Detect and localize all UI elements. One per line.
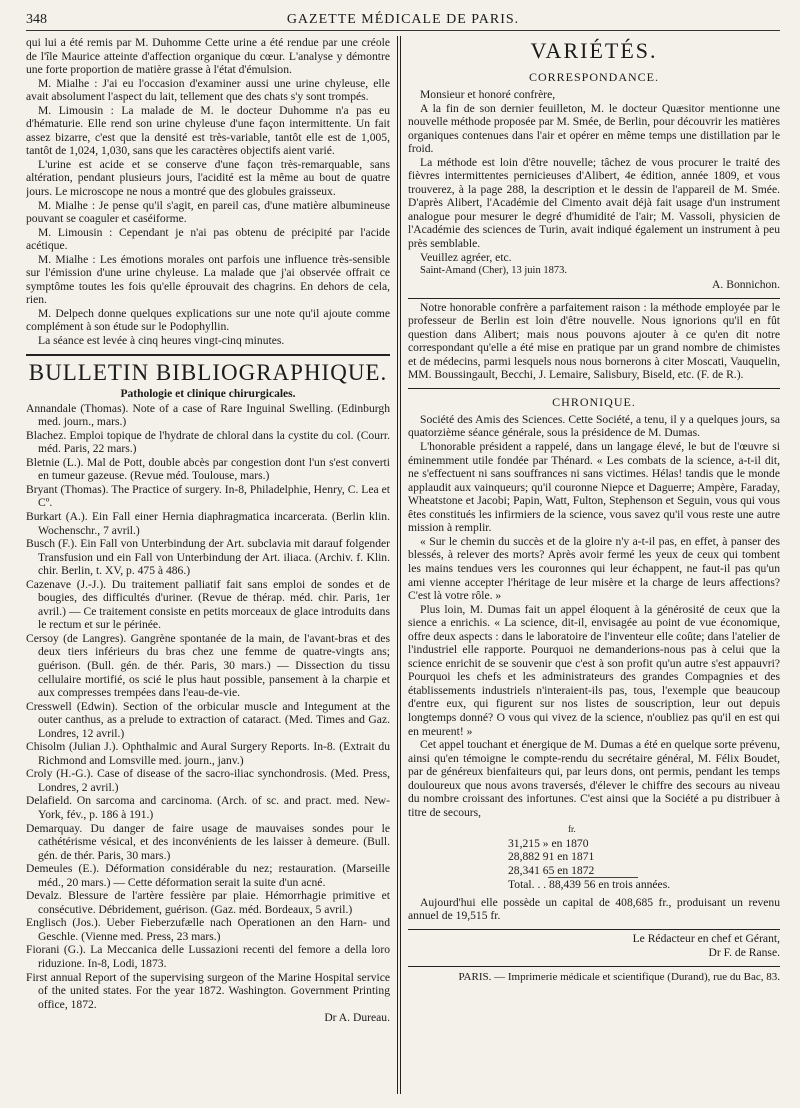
- session-paragraph: M. Limousin : Cependant je n'ai pas obtenu de précipité par l'acide acétique.: [26, 225, 390, 253]
- letter-salutation: Monsieur et honoré confrère,: [420, 88, 556, 101]
- divider: [408, 929, 780, 930]
- bib-entry: Fiorani (G.). La Meccanica delle Lussazioni recenti del femore a della loro riduzione. In-8, Lodi, 1873.: [26, 943, 390, 970]
- funds-total: Total. . . 88,439 56 en trois années.: [508, 878, 671, 892]
- funds-row: 28,882 91 en 1871: [508, 850, 595, 864]
- bib-entry: Cersoy (de Langres). Gangrène spontanée de la main, de l'avant-bras et des deux tiers inférieurs du bras chez une femme de quatre-vingts ans; guérison. (Bull. gén. de thér. Paris, 30 mars.) — Dissection du tissu cellulaire mortifié, os scié le plus haut possible, pansement à la charpie et aux compresses trempées dans l'eau-de-vie.: [26, 631, 390, 700]
- divider: [408, 388, 780, 389]
- bib-entry: Croly (H.-G.). Case of disease of the sacro-iliac synchondrosis. (Med. Press, Londres, 2 avril.): [26, 767, 390, 794]
- funds-row: 28,341 65 en 1872: [508, 863, 595, 877]
- right-column: [408, 36, 780, 1100]
- bib-entry: Cazenave (J.-J.). Du traitement palliatif fait sans emploi de sondes et de bougies, des difficultés d'uriner. (Revue de thérap. méd. chir. Paris, 1er avril.) — Ce traitement consiste en petits morceaux de glace introduits dans le rectum et sur le périnée.: [26, 577, 390, 632]
- letter-paragraph: A la fin de son dernier feuilleton, M. le docteur Quæsitor mentionne une nouvelle méthode proposée par M. Smée, de Berlin, pour découvrir les matières organiques contenues dans l'air et opérer en même temps une distillation par le froid.: [408, 101, 780, 156]
- correspondance-heading: CORRESPONDANCE.: [528, 70, 660, 84]
- running-header: [26, 8, 780, 31]
- letter-closing: Veuillez agréer, etc.: [420, 250, 512, 264]
- bib-entry: Burkart (A.). Ein Fall einer Hernia diaphragmatica incarcerata. (Berlin klin. Wochenschr., 7 avril.): [26, 509, 390, 537]
- bib-entry: Bryant (Thomas). The Practice of surgery. In-8, Philadelphie, Henry, C. Lea et Cº.: [26, 482, 390, 510]
- editor-title: Le Rédacteur en chef et Gérant,: [632, 931, 780, 945]
- session-paragraph: M. Limousin : La malade de M. le docteur Duhomme n'a pas eu d'hématurie. Elle rend son urine chyleuse d'une façon intermittente. Un fait assez bizarre, c'est que la densité est très-variable, tantôt elle est de 1,005, tantôt de 1,024, 1,030, sans que les caractères objectifs aient varié.: [26, 103, 390, 158]
- two-column-body: [26, 36, 780, 1100]
- chronique-paragraph: Plus loin, M. Dumas fait un appel éloquent à la générosité de ceux que la sience a enrichis. « La science, dit-il, envisagée au point de vue économique, offre deux aspects : dans le laboratoire de l'inventeur elle coûte; dans l'atelier de l'industriel elle rapporte. Pourquoi ne demanderions-nous pas à celui que la science enrichit de se souvenir que c'est à son profit qu'un autre s'est appauvri? Pourquoi les chefs et les administrateurs des grandes Compagnies et des établissements industriels n'interaient-ils pas, tous, l'exemple que beaucoup d'entre eux, qui figurent sur nos listes de souscription, leur out depuis longtemps donné? O vous qui vivez de la science, n'oubliez pas qu'il en est qui en meurent! »: [408, 602, 780, 738]
- divider: [408, 298, 780, 299]
- letter-paragraph: La méthode est loin d'être nouvelle; tâchez de vous procurer le traité des fièvres intermittentes pernicieuses d'Alibert, 4e édition, année 1809, et vous trouverez, à la page 288, la description et le dessin de l'appareil de M. Smée. D'après Alibert, l'Académie del Cimento avait déjà fait usage d'un instrument analogue pour mesurer le degré d'humidité de l'air; M. Vassoli, physicien de l'Académie des sciences de Turin, avait indiqué également un instrument à peu près semblable.: [408, 155, 780, 251]
- bib-entry: Busch (F.). Ein Fall von Unterbindung der Art. subclavia mit darauf folgender Transfusion und ein Fall von Unterbindung der Art. iliaca. (Archiv. f. Klin. chir. Berlin, t. XV, p. 475 à 486.): [26, 537, 390, 578]
- session-paragraph: M. Mialhe : Les émotions morales ont parfois une influence très-sensible sur l'émission d'une urine chyleuse. La malade que j'ai observée offrait ce symptôme toutes les fois qu'elle éprouvait des chagrins. En dehors de cela, rien.: [26, 252, 390, 307]
- session-paragraph: La séance est levée à cinq heures vingt-cinq minutes.: [38, 334, 285, 348]
- closing-paragraph: Aujourd'hui elle possède un capital de 408,685 fr., produisant un revenu annuel de 19,515 fr.: [408, 895, 780, 923]
- chronique-heading: CHRONIQUE.: [552, 394, 636, 409]
- newspaper-page: [26, 8, 780, 1100]
- bib-entry: Delafield. On sarcoma and carcinoma. (Arch. of sc. and pract. med. New-York, fév., p. 186 à 191.): [26, 794, 390, 821]
- chronique-paragraph: L'honorable président a rappelé, dans un langage élevé, le but de l'œuvre si éminemment utile fondée par Thénard. « Les combats de la science, a-t-il dit, ne s'effectuent ni sans souffrances ni sans victimes. Hélas! tandis que le monde applaudit aux vainqueurs; qu'il couronne Niepce et Daguerre; Ampère, Faraday, Wheatstone et Jacobi; Papin, Watt, Fulton, Stephenson et Seguin, vous qui vous êtes constitués les infirmiers de la science, vous savez qu'il vous reste une autre mission à remplir.: [408, 440, 780, 535]
- session-paragraph: qui lui a été remis par M. Duhomme Cette urine a été rendue par une créole de l'île Maurice atteinte d'affection organique du cœur. L'analyse y démontre une forte proportion de matière grasse à l'état d'émulsion.: [26, 36, 390, 77]
- chronique-paragraph: « Sur le chemin du succès et de la gloire n'y a-t-il pas, en effet, à panser des blessés, à relever des morts? Après avoir fermé les yeux de ceux qui tombent les mains tendues vers les couronnes qui leur échappent, ne faut-il pas qu'un ami vienne accepter l'héritage de leur misère et la charge de leurs affections? C'est là votre rôle. »: [408, 534, 780, 603]
- bib-entry: Devalz. Blessure de l'artère fessière par plaie. Hémorrhagie primitive et consécutive. Débridement, guérison. (Gaz. méd. Bordeaux, 5 avril.): [26, 889, 390, 916]
- bib-entry: Englisch (Jos.). Ueber Fieberzufælle nach Operationen an den Harn- und Geschle. (Vienne med. Press, 23 mars.): [26, 916, 390, 943]
- bib-entry: Bletnie (L.). Mal de Pott, double abcès par congestion dont l'un s'est converti en tumeur gazeuse. (Revue méd. Toulouse, mars.): [26, 455, 390, 483]
- bib-entry: First annual Report of the supervising surgeon of the Marine Hospital service of the united states. For the year 1872. Washington. Government Printing office, 1872.: [26, 970, 390, 1011]
- editor-note: Notre honorable confrère a parfaitement raison : la méthode employée par le professeur de Berlin est loin d'être nouvelle. Nous ignorions qu'il en fût question dans Alibert; mais nous pouvons ajouter à ce qu'en dit notre correspondant qu'elle a été mise en pratique par un grand nombre de chimistes et de médecins, parmi lesquels nous nous bornerons à citer Moscati, Vauquelin, MM. Boussingault, Becchi, J. Lemaire, Salisbury, Biseld, etc. (F. de R.).: [408, 300, 780, 382]
- session-paragraph: M. Mialhe : J'ai eu l'occasion d'examiner aussi une urine chyleuse, elle avait absolument l'aspect du lait, tellement que des chats s'y sont trompés.: [26, 76, 390, 104]
- bib-entry: Demarquay. Du danger de faire usage de mauvaises sondes pour le cathétérisme vésical, et des inconvénients de les laisser à demeure. (Bull. gén. de thér. Paris, 30 mars.): [26, 821, 390, 862]
- bib-entry: Blachez. Emploi topique de l'hydrate de chloral dans la cystite du col. (Courr. méd. Paris, 22 mars.): [26, 428, 390, 456]
- bib-entry: Chisolm (Julian J.). Ophthalmic and Aural Surgery Reports. In-8. (Extrait du Richmond and Lomsville med. journ., janv.): [26, 740, 390, 767]
- chronique-paragraph: Société des Amis des Sciences. Cette Société, a tenu, il y a quelques jours, sa quatorzième séance générale, sous la présidence de M. Dumas.: [408, 412, 780, 440]
- printer-colophon: PARIS. — Imprimerie médicale et scientifique (Durand), rue du Bac, 83.: [408, 966, 780, 983]
- letter-place-date: Saint-Amand (Cher), 13 juin 1873.: [420, 265, 567, 277]
- varietes-heading: VARIÉTÉS.: [530, 38, 658, 63]
- bib-entry: Demeules (E.). Déformation considérable du nez; restauration. (Marseille méd., 20 mars.) — Cette déformation serait la suite d'un acné.: [26, 862, 390, 889]
- chronique-paragraph: Cet appel touchant et énergique de M. Dumas a été en quelque sorte prévenu, ainsi qu'en témoigne le compte-rendu du secrétaire général, M. Félix Boudet, par de généreux bienfaiteurs qui, par leurs dons, ont permis, pendant les temps douloureux que nous avons traversés, d'élever le chiffre des secours au niveau du nombre croissant des infortunes. C'est ainsi que la Société a pu distribuer à titre de secours,: [408, 738, 780, 819]
- funds-unit: fr.: [568, 824, 576, 835]
- bulletin-signature: Dr A. Dureau.: [324, 1011, 390, 1025]
- session-paragraph: M. Delpech donne quelques explications sur une note qu'il ajoute comme complément à son étude sur le Podophyllin.: [26, 306, 390, 334]
- column-rule-inner: [400, 36, 401, 1094]
- page-number: 348: [26, 12, 47, 27]
- funds-table: [508, 823, 780, 892]
- session-paragraph: L'urine est acide et se conserve d'une façon très-remarquable, sans altération, pendant plusieurs jours, l'acidité est la même au bout de quatre jours. Le microscope ne nous a montré que des globules graisseux.: [26, 157, 390, 199]
- bulletin-heading: BULLETIN BIBLIOGRAPHIQUE.: [26, 354, 390, 386]
- column-rule: [397, 36, 398, 1094]
- bibliography-list: [26, 402, 390, 1012]
- bib-entry: Annandale (Thomas). Note of a case of Rare Inguinal Swelling. (Edinburgh med. journ., mars.): [26, 401, 390, 429]
- letter-signature: A. Bonnichon.: [712, 277, 780, 291]
- session-paragraph: M. Mialhe : Je pense qu'il s'agit, en pareil cas, d'une matière albumineuse pouvant se coaguler et caséiforme.: [26, 198, 390, 226]
- bulletin-subheading: Pathologie et clinique chirurgicales.: [120, 387, 296, 400]
- editor-name: Dr F. de Ranse.: [708, 945, 780, 959]
- funds-row: 31,215 » en 1870: [508, 836, 589, 850]
- journal-title: GAZETTE MÉDICALE DE PARIS.: [286, 12, 520, 27]
- left-column: [26, 36, 390, 1100]
- bib-entry: Cresswell (Edwin). Section of the orbicular muscle and Integument at the outer canthus, as a prelude to extraction of cataract. (Med. Times and Gaz. Londres, 12 avril.): [26, 699, 390, 740]
